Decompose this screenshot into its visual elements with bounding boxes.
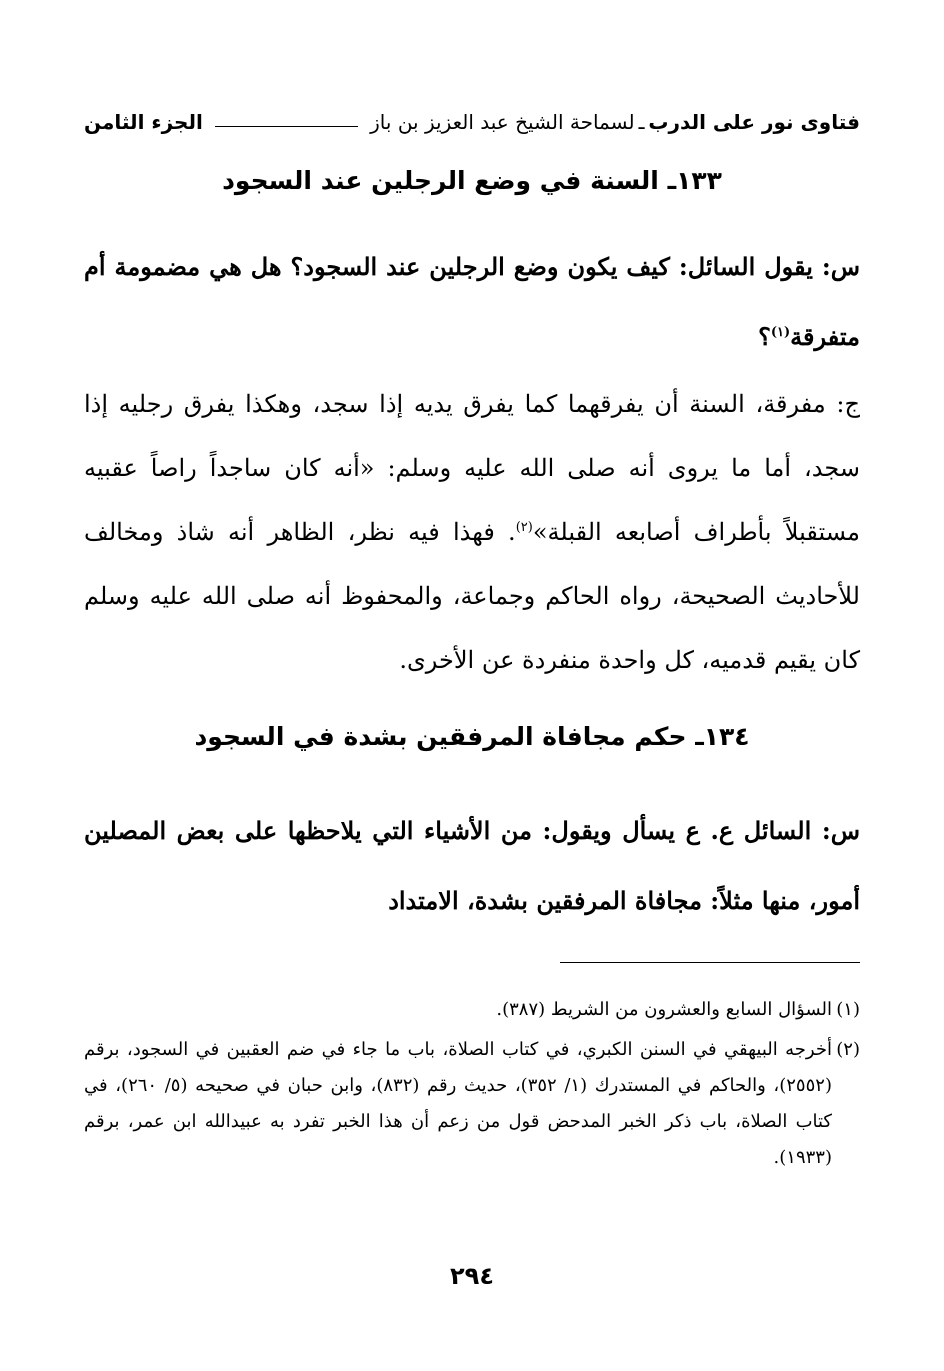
section-133-title: ١٣٣ـ السنة في وضع الرجلين عند السجود [222,166,722,195]
volume-part: الجزء الثامن [84,110,203,134]
header-dash: ـ [638,110,645,134]
answer-text-part1: ج: مفرقة، السنة أن يفرقهما كما يفرق يديه إذا سجد، وهكذا يفرق رجليه إذا سجد، أما ما يروى أنه صلى الله عليه وسلم: «أنه كان ساجداً راصاً عقبيه مستقبلاً بأطراف أصابعه القبلة» [84,390,860,546]
footnote-divider [560,962,860,963]
author-line: لسماحة الشيخ عبد العزيز بن باز [370,110,635,134]
running-header-title-group [370,110,860,134]
section-133-question [84,232,860,372]
footnote-text: السؤال السابع والعشرون من الشريط (٣٨٧). [496,999,832,1020]
answer-text-part2: . فهذا فيه نظر، الظاهر أنه شاذ ومخالف للأحاديث الصحيحة، رواه الحاكم وجماعة، والمحفوظ أنه صلى الله عليه وسلم كان يقيم قدميه، كل واحدة منفردة عن الأخرى. [84,518,860,674]
footnote-ref-1[interactable]: (١) [770,325,791,340]
footnote-number: (١) [836,999,860,1020]
running-header [84,100,860,134]
footnote-ref-2[interactable]: (٢) [515,520,533,535]
section-133-answer [84,372,860,692]
book-title: فتاوى نور على الدرب [648,110,860,134]
section-134-title: ١٣٤ـ حكم مجافاة المرفقين بشدة في السجود [194,722,750,751]
header-separator-line [215,126,358,127]
footnote-2 [84,1032,860,1176]
footnote-1 [84,992,860,1028]
page-number: ٢٩٤ [450,1262,494,1290]
section-134-question: س: السائل ع. ع يسأل ويقول: من الأشياء التي يلاحظها على بعض المصلين أمور، منها مثلاً: مجافاة المرفقين بشدة، الامتداد [84,816,860,915]
question-text: س: يقول السائل: كيف يكون وضع الرجلين عند السجود؟ هل هي مضمومة أم متفرقة [84,252,860,351]
book-page [84,0,860,1371]
footnote-number: (٢) [836,1039,860,1060]
footnote-text: أخرجه البيهقي في السنن الكبري، في كتاب الصلاة، باب ما جاء في ضم العقبين في السجود، برقم (٢٥٥٢)، والحاكم في المستدرك (١/ ٣٥٢)، حديث رقم (٨٣٢)، وابن حبان في صحيحه (٥/ ٢٦٠)، في كتاب الصلاة، باب ذكر الخبر المدحض قول من زعم أن هذا الخبر تفرد به عبيدالله ابن عمر، برقم (١٩٣٣). [84,1039,833,1168]
question-mark: ؟ [758,322,771,351]
footnotes [84,992,860,1180]
